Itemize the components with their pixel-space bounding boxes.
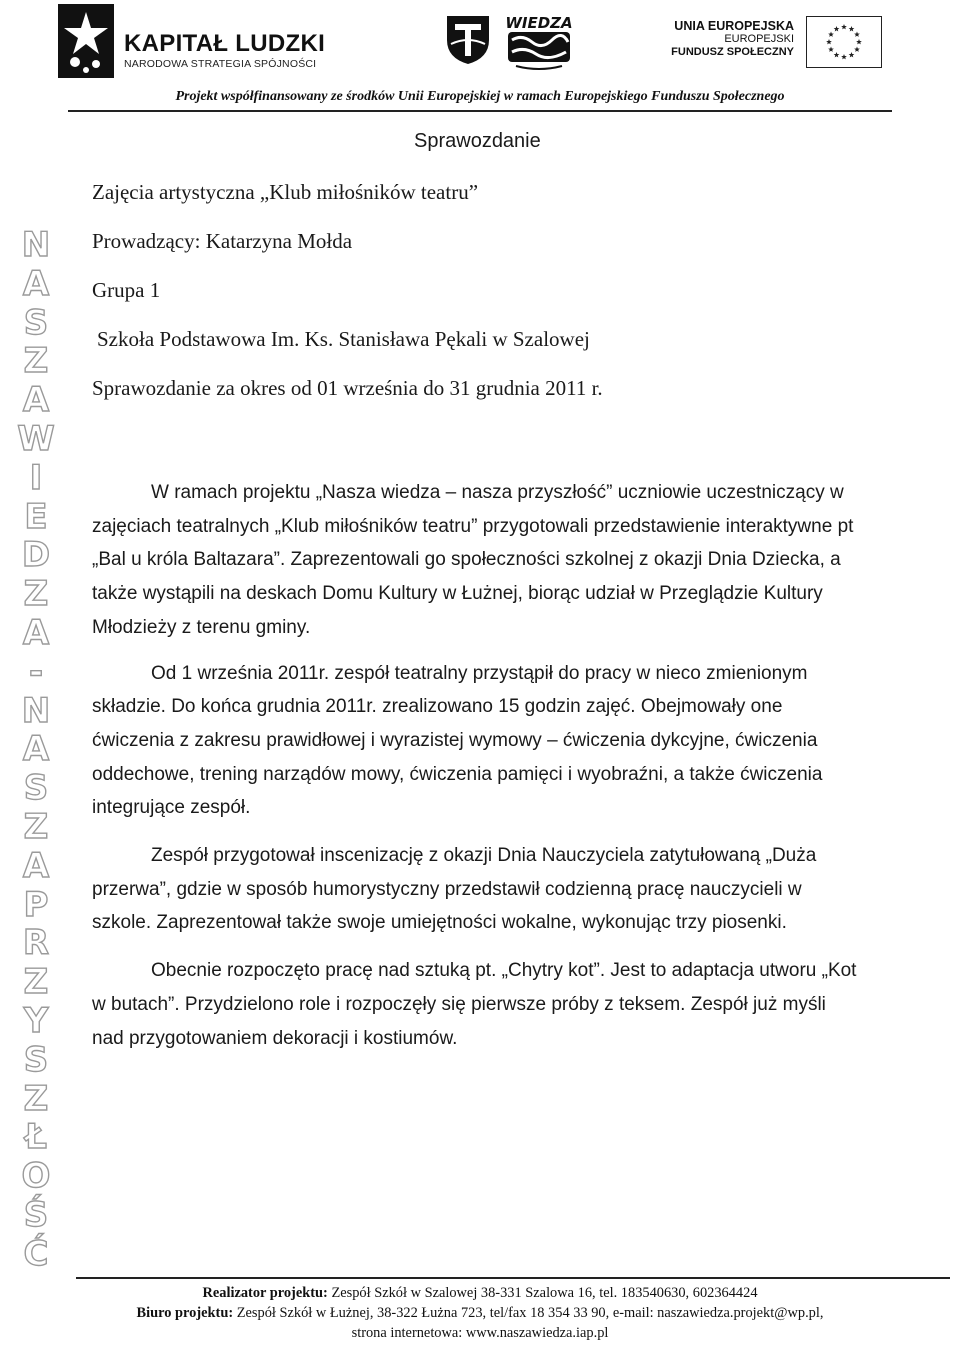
school-shield-logo-icon (445, 14, 491, 66)
eu-star-icon (854, 47, 860, 52)
side-letter: N (21, 690, 51, 731)
eu-flag-icon (806, 16, 882, 68)
side-letter: S (23, 768, 49, 809)
eu-star-icon (834, 52, 840, 57)
side-letter: E (24, 496, 48, 537)
document-title: Sprawozdanie (414, 130, 541, 152)
eu-star-icon (849, 26, 855, 31)
unia-line3: FUNDUSZ SPOŁECZNY (671, 46, 794, 58)
side-letter: I (29, 457, 43, 498)
side-letter: Z (23, 574, 49, 615)
realizator-text: Zespół Szkół w Szalowej 38-331 Szalowa 16, tel. 183540630, 602364424 (327, 1285, 758, 1301)
unia-line2: EUROPEJSKI (724, 33, 794, 45)
footer-biuro (0, 1303, 960, 1323)
side-letter: Ś (23, 1194, 49, 1235)
eu-star-icon (841, 24, 847, 29)
side-letter: Ć (23, 1233, 49, 1274)
report-body (92, 476, 862, 1069)
paragraph-4: Obecnie rozpoczęto pracę nad sztuką pt. „Chytry kot”. Jest to adaptacja utworu „Kot w butach”. Przydzielono role i rozpoczęły się pierwsze próby z teksem. Zespół już myśli nad przygotowaniem dekoracji i kostiumów. (92, 960, 857, 1049)
school-line: Szkoła Podstawowa Im. Ks. Stanisława Pękali w Szalowej (97, 327, 590, 351)
side-letter: O (21, 1156, 51, 1197)
eu-star-icon (828, 47, 834, 52)
side-vertical-text (8, 226, 64, 1274)
eu-star-icon (849, 52, 855, 57)
footer (0, 1283, 960, 1343)
side-letter: Z (23, 806, 49, 847)
paragraph-2: Od 1 września 2011r. zespół teatralny przystąpił do pracy w nieco zmienionym składzie. Do końca grudnia 2011r. zrealizowano 15 godzin zajęć. Obejmowały one ćwiczenia z zakresu prawidłowej i wyrazistej wymowy – ćwiczenia dykcyjne, ćwiczenia oddechowe, trening narządów mowy, ćwiczenia pamięci i wyobraźni, a także ćwiczenia integrujące zespół. (92, 662, 823, 819)
side-letter: A (22, 263, 50, 304)
biuro-text: Zespół Szkół w Łużnej, 38-322 Łużna 723, tel/fax 18 354 33 90, e-mail: naszawiedza.projekt@wp.pl, (233, 1305, 824, 1321)
paragraph-1: W ramach projektu „Nasza wiedza – nasza przyszłość” uczniowie uczestniczący w zajęciach teatralnych „Klub miłośników teatru” przygotowali przedstawienie interaktywne pt „Bal u króla Baltazara”. Zaprezentowali go społeczności szkolnej z okazji Dnia Dziecka, a także wystąpili na deskach Domu Kultury w Łużnej, biorąc udział w Przeglądzie Kultury Młodzieży z terenu gminy. (92, 482, 854, 638)
eu-star-icon (841, 54, 847, 59)
footer-divider (76, 1277, 950, 1279)
realizator-label: Realizator projektu: (202, 1285, 328, 1301)
eu-star-icon (856, 39, 862, 44)
footer-realizator (0, 1283, 960, 1303)
kapital-ludzki-logo (58, 4, 326, 84)
kapital-ludzki-subtitle: NARODOWA STRATEGIA SPÓJNOŚCI (124, 58, 317, 70)
side-letter: Z (23, 962, 49, 1003)
unia-line1: UNIA EUROPEJSKA (674, 19, 794, 33)
eu-star-icon (854, 32, 860, 37)
wiedza-logo-text: WIEDZA (505, 14, 573, 32)
side-letter: R (22, 923, 50, 964)
side-letter: S (23, 1039, 49, 1080)
unia-europejska-text (671, 20, 794, 59)
side-letter: Z (23, 1078, 49, 1119)
side-letter: W (17, 418, 55, 459)
footer-website: strona internetowa: www.naszawiedza.iap.pl (351, 1325, 609, 1341)
side-letter: P (23, 884, 49, 925)
side-letter: S (23, 302, 49, 343)
biuro-label: Biuro projektu: (136, 1305, 234, 1321)
side-letter: A (22, 845, 50, 886)
eu-star-icon (834, 26, 840, 31)
side-letter: D (21, 535, 51, 576)
eu-star-icon (828, 32, 834, 37)
group-line: Grupa 1 (92, 278, 161, 302)
paragraph-3: Zespół przygotował inscenizację z okazji Dnia Nauczyciela zatytułowaną „Duża przerwa”, gdzie w sposób humorystyczny przedstawił codzienną pracę nauczycieli w szkole. Zaprezentował także swoje umiejętności wokalne, wykonując trzy piosenki. (92, 845, 817, 934)
side-letter: Z (23, 341, 49, 382)
side-letter: Y (23, 1000, 49, 1041)
side-letter: Ł (25, 1117, 47, 1158)
side-letter: - (28, 651, 44, 692)
side-letter: A (22, 729, 50, 770)
period-line: Sprawozdanie za okres od 01 września do 31 grudnia 2011 r. (92, 376, 603, 400)
kapital-ludzki-star-icon (58, 4, 114, 78)
kapital-ludzki-title: KAPITAŁ LUDZKI (124, 30, 326, 57)
eu-star-icon (826, 39, 832, 44)
side-letter: A (22, 612, 50, 653)
cofinancing-note: Projekt współfinansowany ze środków Unii Europejskiej w ramach Europejskiego Funduszu Społecznego (175, 89, 785, 104)
side-letter: A (22, 380, 50, 421)
activity-line: Zajęcia artystyczna „Klub miłośników teatru” (92, 180, 479, 204)
side-letter: N (21, 225, 51, 265)
nasza-wiedza-logo (502, 10, 576, 72)
leader-line: Prowadzący: Katarzyna Mołda (92, 229, 353, 253)
header-divider (68, 110, 892, 112)
